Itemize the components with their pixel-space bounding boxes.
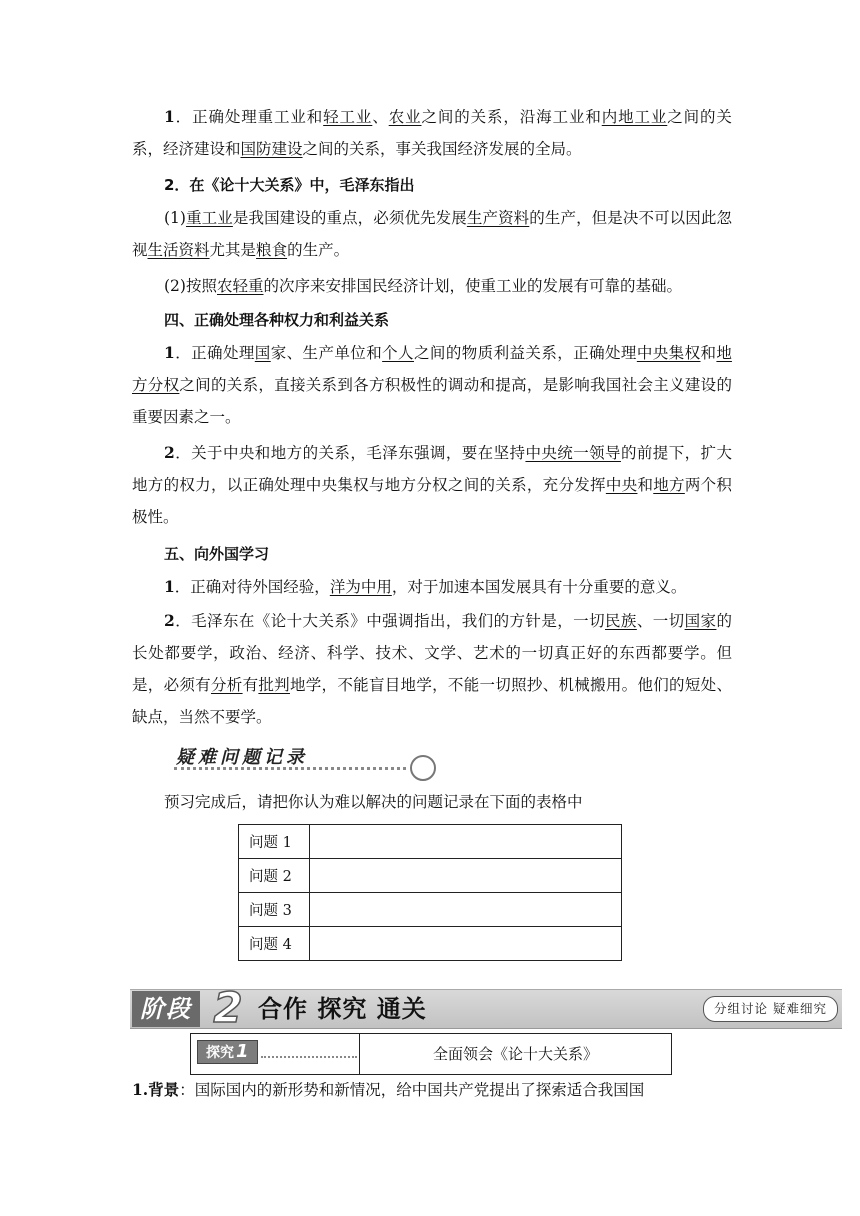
underlined-term: 地方 (653, 476, 685, 494)
question-label: 问题 4 (239, 927, 310, 961)
text: 之间的物质利益关系，正确处理 (413, 344, 637, 362)
underlined-term: 重工业 (185, 209, 233, 227)
text: 和 (637, 476, 654, 494)
text: ．正确处理 (174, 344, 255, 362)
text: 是我国建设的重点，必须优先发展 (232, 209, 467, 227)
underlined-term: 轻工业 (323, 108, 373, 126)
record-instruction: 预习完成后，请把你认为难以解决的问题记录在下面的表格中 (164, 793, 583, 811)
answer-cell[interactable] (310, 927, 622, 961)
explore-badge-text: 探究 (206, 1045, 234, 1061)
text: 、一切 (636, 612, 685, 630)
text: (1) (164, 209, 186, 227)
background-label: 1.背景 (132, 1080, 180, 1099)
text: 的长处都要学，政治、经济、科学、技术、文学、艺术的一切真正好的东西都要学。但是，必须有 (132, 612, 732, 694)
underlined-term: 中央统一领导 (525, 444, 621, 462)
underlined-term: 个人 (382, 344, 414, 362)
paragraph-7 (132, 571, 732, 603)
underlined-term: 中央 (605, 476, 638, 494)
text: 家、生产单位和 (270, 344, 383, 362)
underlined-term: 批判 (258, 676, 290, 694)
text: ，对于加速本国发展具有十分重要的意义。 (391, 578, 687, 596)
text: ：国际国内的新形势和新情况，给中国共产党提出了探索适合我国国 (179, 1081, 645, 1099)
text: 的次序来安排国民经济计划，使重工业的发展有可靠的基础。 (263, 277, 682, 295)
stage-label: 阶段 (132, 991, 200, 1027)
table-row (239, 825, 622, 859)
text: 、 (372, 108, 389, 126)
explore-header-table (190, 1033, 672, 1075)
text: ．正确对待外国经验， (174, 578, 330, 596)
stage-banner (130, 983, 842, 1032)
text: 尤其是 (209, 241, 257, 259)
question-table (238, 824, 622, 961)
paragraph-1 (132, 101, 732, 165)
underlined-term: 内地工业 (601, 108, 668, 126)
text: 和 (700, 344, 717, 362)
underlined-term: 民族 (605, 612, 637, 630)
table-row (239, 859, 622, 893)
underlined-term: 分析 (210, 676, 243, 694)
item-number: 1 (164, 107, 175, 126)
text: 之间的关系，经济建设和 (132, 108, 732, 158)
text: 地学，不能盲目地学，不能一切照抄、机械搬用。他们的短处、缺点，当然不要学。 (132, 676, 732, 726)
underlined-term: 生产资料 (466, 209, 530, 227)
paragraph-3 (132, 202, 732, 266)
answer-cell[interactable] (310, 825, 622, 859)
item-number: 2 (164, 611, 175, 630)
problem-record-title: 疑难问题记录 (176, 747, 308, 768)
stage-number: 2 (213, 983, 243, 1032)
paragraph-6 (132, 437, 732, 533)
paragraph-background (132, 1074, 732, 1106)
table-row (239, 893, 622, 927)
subheading-2: 2．在《论十大关系》中，毛泽东指出 (164, 176, 415, 194)
item-number: 2 (164, 443, 175, 462)
paragraph-5 (132, 337, 732, 433)
text: 两个积极性。 (132, 476, 732, 526)
paragraph-4 (132, 270, 732, 302)
question-label: 问题 1 (239, 825, 310, 859)
text: 之间的关系，沿海工业和 (421, 108, 602, 126)
section-heading-4: 四、正确处理各种权力和利益关系 (164, 311, 390, 329)
underlined-term: 中央集权 (636, 344, 701, 362)
text: (2)按照 (164, 277, 217, 295)
underlined-term: 国家 (684, 612, 717, 630)
explore-badge (197, 1040, 258, 1064)
answer-cell[interactable] (310, 893, 622, 927)
text: 之间的关系，直接关系到各方积极性的调动和提高，是影响我国社会主义建设的重要因素之一。 (132, 376, 732, 426)
explore-title: 全面领会《论十大关系》 (432, 1045, 598, 1063)
underlined-term: 农业 (388, 108, 422, 126)
answer-cell[interactable] (310, 859, 622, 893)
stage-title: 合作 探究 通关 (258, 994, 427, 1023)
text: ．毛泽东在《论十大关系》中强调指出，我们的方针是，一切 (174, 612, 605, 630)
underlined-term: 国 (254, 344, 271, 362)
dotted-line (174, 767, 406, 770)
explore-label-cell (191, 1034, 360, 1074)
dotted-line (261, 1056, 357, 1058)
section-heading-5: 五、向外国学习 (164, 545, 270, 563)
underlined-term: 农轻重 (216, 277, 264, 295)
text: ．关于中央和地方的关系，毛泽东强调，要在坚持 (174, 444, 526, 462)
explore-badge-number: 1 (236, 1041, 249, 1062)
underlined-term: 国防建设 (240, 140, 303, 158)
problem-record-banner (170, 740, 440, 784)
text: 之间的关系，事关我国经济发展的全局。 (302, 140, 582, 158)
text: 的前提下，扩大地方的权力，以正确处理中央集权与地方分权之间的关系，充分发挥 (132, 444, 732, 494)
text: 有 (242, 676, 259, 694)
stage-tag: 分组讨论 疑难细究 (703, 996, 838, 1022)
circle-icon (410, 755, 436, 781)
table-row (239, 927, 622, 961)
question-label: 问题 2 (239, 859, 310, 893)
underlined-term: 粮食 (256, 241, 288, 259)
text: 的生产。 (287, 241, 350, 259)
underlined-term: 洋为中用 (329, 578, 392, 596)
item-number: 1 (164, 577, 175, 596)
paragraph-8 (132, 605, 732, 733)
underlined-term: 地方分权 (132, 344, 732, 394)
text: 的生产，但是决不可以因此忽视 (132, 209, 732, 259)
item-number: 1 (164, 343, 175, 362)
question-label: 问题 3 (239, 893, 310, 927)
text: ．正确处理重工业和 (174, 108, 324, 126)
underlined-term: 生活资料 (147, 241, 210, 259)
